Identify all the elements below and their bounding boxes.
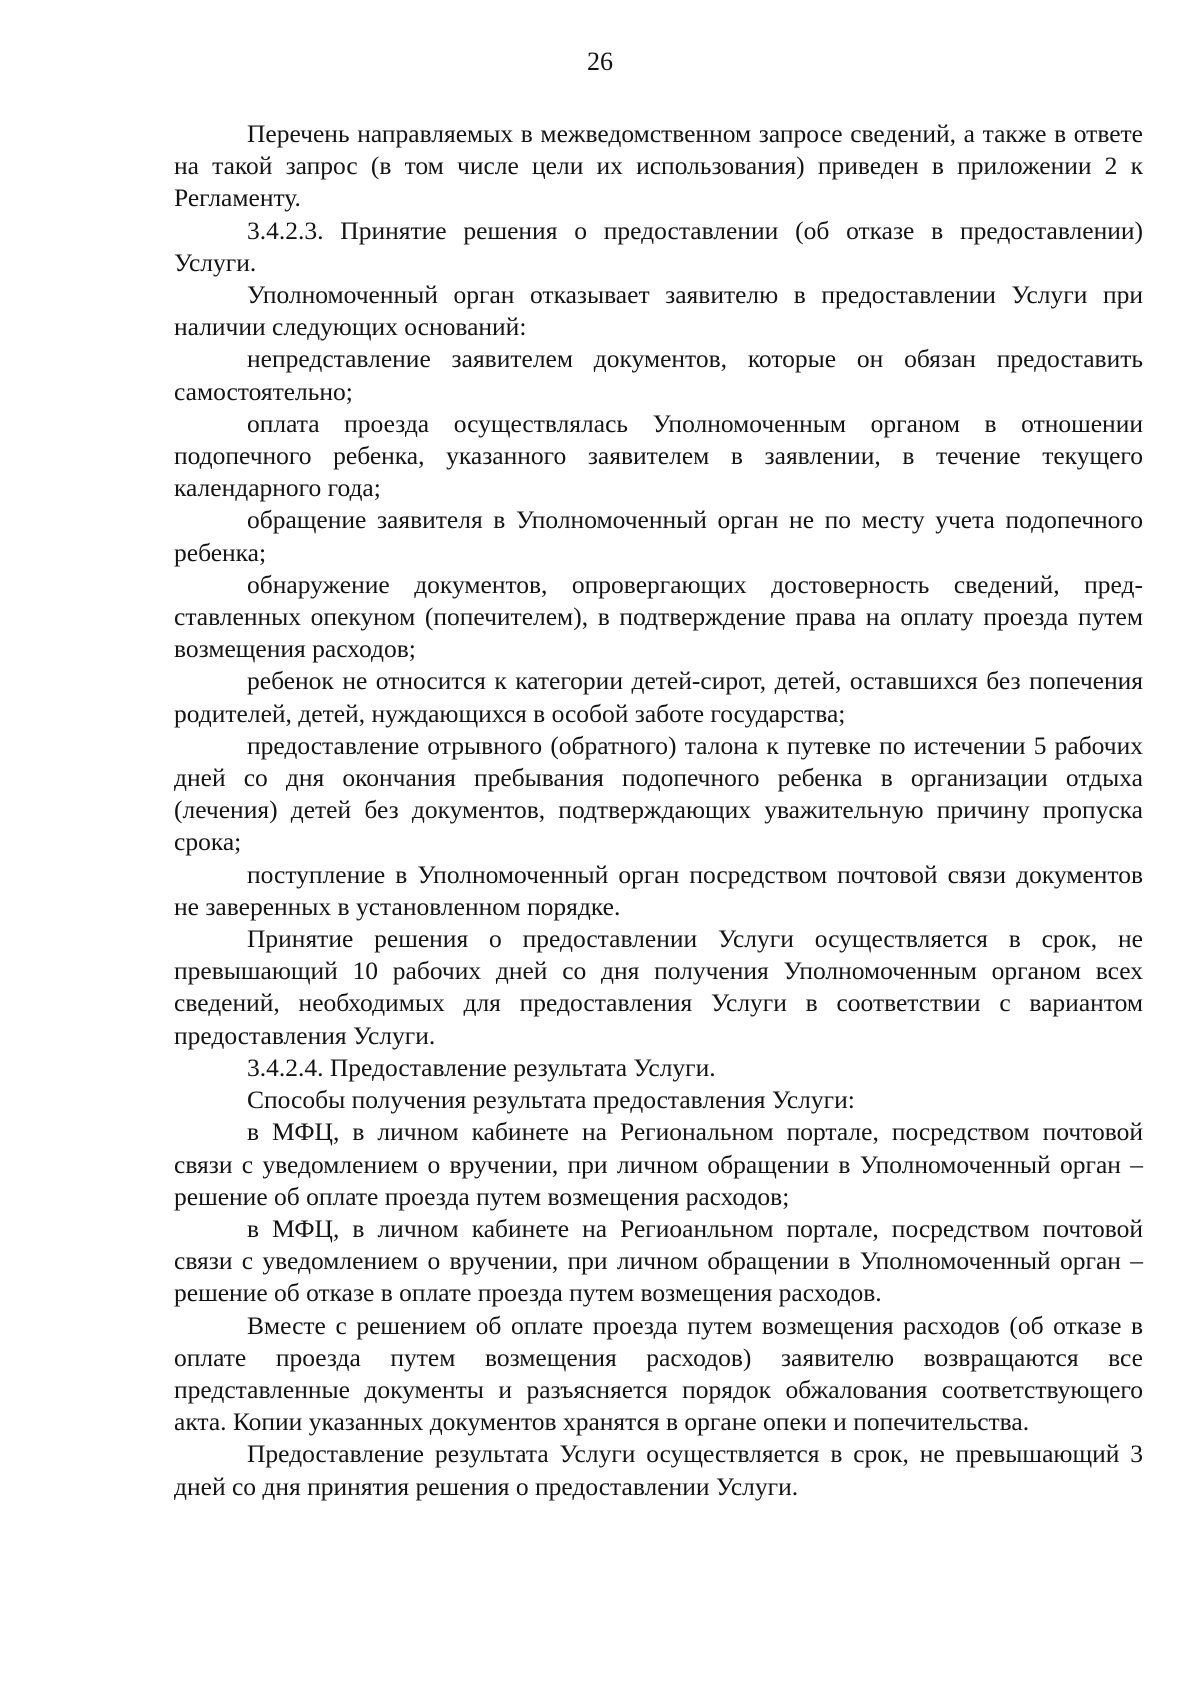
result-method-item: в МФЦ, в личном кабинете на Региональном портале, посредством почтовой связи с уведомлением о вручении, при личном обращении в Уполномоченный орган – решение об оплате проезда путем возмещения расходов;	[174, 1117, 1143, 1211]
paragraph-decision-deadline: Принятие решения о предоставлении Услуги осуществляется в срок, не превышающий 10 рабочих дней со дня получения Уполномоченным органом всех сведений, необходимых для предоставления Услуги в соответствии с вариантом предоставления Услуги.	[174, 924, 1143, 1050]
section-3-4-2-3-heading: 3.4.2.3. Принятие решения о предоставлении (об отказе в предоставлении) Услуги.	[174, 215, 1143, 277]
refusal-ground-item: непредставление заявителем документов, которые он обязан предоставить самостоятельно;	[174, 344, 1143, 406]
refusal-ground-item: оплата проезда осуществлялась Уполномоченным органом в отношении подопечного ребенка, указанного заявителем в заявлении, в течение текущего календарного года;	[174, 408, 1143, 503]
refusal-ground-item: предоставление отрывного (обратного) талона к путевке по истечении 5 рабочих дней со дня окончания пребывания подопечного ребенка в организации отдыха (лечения) детей без документов, подтверждающих уважительную причину пропуска срока;	[174, 730, 1143, 857]
paragraph-result-deadline: Предоставление результата Услуги осуществляется в срок, не превышающий 3 дней со дня принятия решения о предоставлении Услуги.	[174, 1439, 1143, 1501]
page-number: 26	[587, 47, 613, 76]
paragraph-result-methods-intro: Способы получения результата предоставления Услуги:	[247, 1085, 855, 1115]
refusal-ground-item: поступление в Уполномоченный орган посредством почтовой связи документов не заверенных в установленном порядке.	[174, 859, 1143, 921]
paragraph-documents-return: Вместе с решением об оплате проезда путем возмещения расходов (об отказе в оплате проезда путем возмещения расходов) заявителю возвращаются все представленные документы и разъясняется порядок обжалования соответствующего акта. Копии указанных документов хранятся в органе опеки и попечительства.	[174, 1310, 1143, 1437]
result-method-item: в МФЦ, в личном кабинете на Региоанльном портале, посредством почтовой связи с уведомлением о вручении, при личном обращении в Уполномоченный орган – решение об отказе в оплате проезда путем возмещения расходов.	[174, 1213, 1143, 1308]
paragraph-refusal-grounds-intro: Уполномоченный орган отказывает заявителю в предоставлении Услуги при наличии следующих оснований:	[174, 280, 1143, 342]
refusal-ground-item: ребенок не относится к категории детей-сирот, детей, оставшихся без попечения родителей, детей, нуждающихся в особой заботе государства;	[174, 666, 1143, 728]
document-body	[174, 118, 1143, 1503]
paragraph-interagency-request-info: Перечень направляемых в межведомственном запросе сведений, а также в ответе на такой запрос (в том числе цели их использования) приведен в приложении 2 к Регламенту.	[174, 119, 1143, 213]
refusal-ground-item: обращение заявителя в Уполномоченный орган не по месту учета подопечного ребенка;	[174, 505, 1143, 567]
refusal-ground-item: обнаружение документов, опровергающих достоверность сведений, представленных опекуном (попечителем), в подтверждение права на оплату проезда путем возмещения расходов;	[174, 569, 1143, 664]
section-3-4-2-4-heading: 3.4.2.4. Предоставление результата Услуги.	[247, 1052, 716, 1082]
